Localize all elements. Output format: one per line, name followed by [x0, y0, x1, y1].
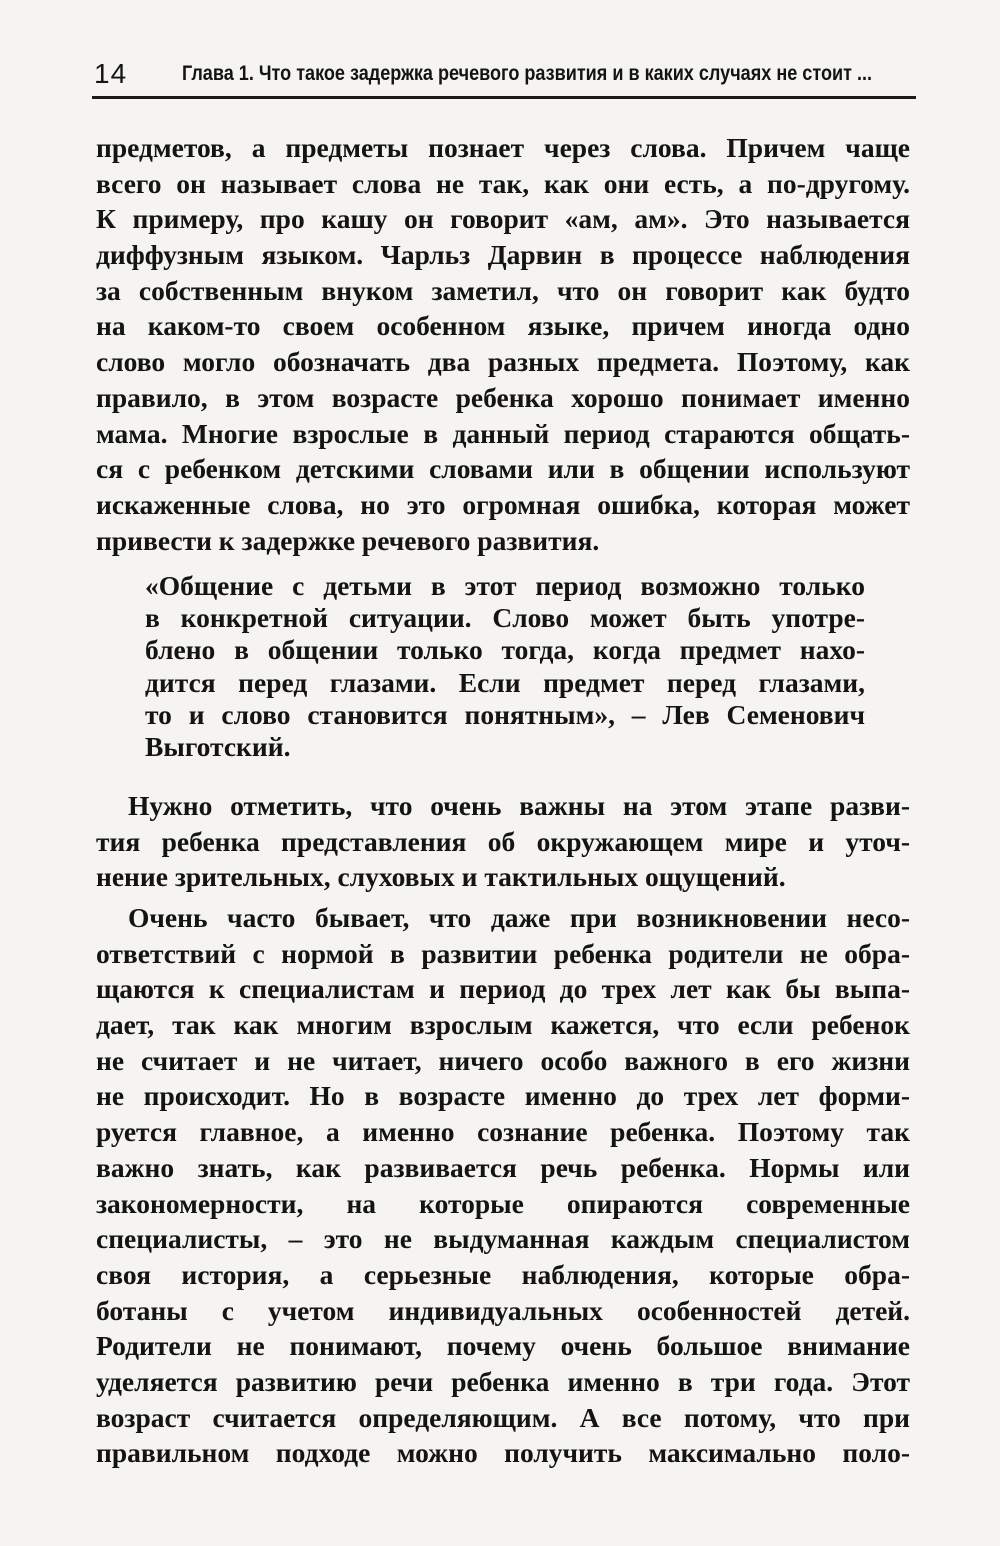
paragraph-3 — [96, 900, 910, 1471]
quote-line: блено в общении только тогда, когда предмет нахо- — [145, 634, 865, 666]
quote-line: то и слово становится понятным», – Лев Семенович — [145, 698, 865, 730]
quote-line: в конкретной ситуации. Слово может быть употре- — [145, 602, 865, 634]
text-line: ботаны с учетом индивидуальных особенностей детей. — [96, 1294, 910, 1326]
text-line: искаженные слова, но это огромная ошибка, которая может — [96, 488, 910, 520]
text-line: на каком-то своем особенном языке, причем иногда одно — [96, 310, 910, 342]
text-line: мама. Многие взрослые в данный период стараются общать- — [96, 417, 910, 449]
text-line: щаются к специалистам и период до трех лет как бы выпа- — [96, 973, 910, 1005]
text-line: ответствий с нормой в развитии ребенка родители не обра- — [96, 937, 910, 969]
text-line: важно знать, как развивается речь ребенка. Нормы или — [96, 1151, 910, 1183]
text-line: правило, в этом возрасте ребенка хорошо понимает именно — [96, 381, 910, 413]
paragraph-2 — [96, 788, 910, 895]
quote-line: «Общение с детьми в этот период возможно только — [145, 570, 865, 601]
text-line: уделяется развитию речи ребенка именно в три года. Этот — [96, 1365, 910, 1397]
text-line: нение зрительных, слуховых и тактильных ощущений. — [96, 861, 786, 893]
text-line: правильном подходе можно получить максимально поло- — [96, 1437, 910, 1469]
text-line: тия ребенка представления об окружающем мире и уточ- — [96, 825, 910, 857]
text-line: специалисты, – это не выдуманная каждым специалистом — [96, 1223, 910, 1255]
text-line: Нужно отметить, что очень важны на этом этапе разви- — [128, 790, 910, 821]
text-line: дает, так как многим взрослым кажется, что если ребенок — [96, 1009, 910, 1041]
text-line: слово могло обозначать два разных предмета. Поэтому, как — [96, 346, 910, 378]
text-line: закономерности, на которые опираются современные — [96, 1187, 910, 1219]
text-line: К примеру, про кашу он говорит «ам, ам». Это называется — [96, 203, 910, 235]
page-header — [92, 56, 916, 99]
text-line: диффузным языком. Чарльз Дарвин в процессе наблюдения — [96, 239, 910, 271]
quote-line: дится перед глазами. Если предмет перед глазами, — [145, 666, 865, 698]
text-line: всего он называет слова не так, как они есть, а по-другому. — [96, 167, 910, 199]
text-line: Родители не понимают, почему очень большое внимание — [96, 1330, 910, 1362]
text-line: ся с ребенком детскими словами или в общении используют — [96, 453, 910, 485]
text-line: Очень часто бывает, что даже при возникновении несо- — [128, 902, 910, 933]
text-line: за собственным внуком заметил, что он говорит как будто — [96, 274, 910, 306]
text-line: привести к задержке речевого развития. — [96, 524, 600, 556]
text-line: не происходит. Но в возрасте именно до трех лет форми- — [96, 1080, 910, 1112]
paragraph-1 — [96, 130, 910, 558]
text-line: руется главное, а именно сознание ребенка. Поэтому так — [96, 1116, 910, 1148]
text-line: своя история, а серьезные наблюдения, которые обра- — [96, 1258, 910, 1290]
page-number: 14 — [94, 58, 128, 89]
text-line: возраст считается определяющим. А все потому, что при — [96, 1401, 910, 1433]
running-head: Глава 1. Что такое задержка речевого развития и в каких случаях не стоит ... — [182, 62, 873, 85]
text-line: не считает и не читает, ничего особо важного в его жизни — [96, 1044, 910, 1076]
quote-line: Выготский. — [145, 730, 291, 762]
text-line: предметов, а предметы познает через слова. Причем чаще — [96, 132, 910, 163]
blockquote — [145, 570, 865, 763]
